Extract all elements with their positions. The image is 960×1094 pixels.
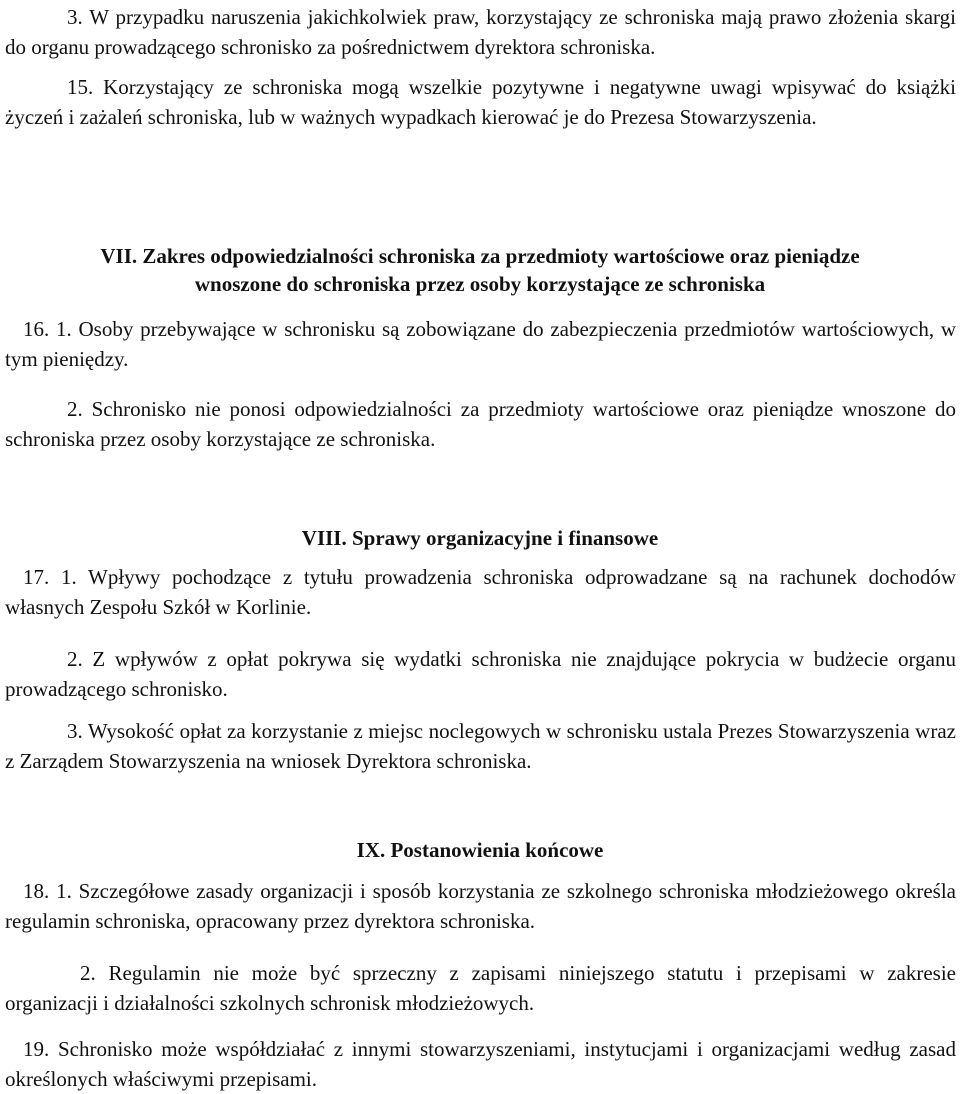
section-8-heading: VIII. Sprawy organizacyjne i finansowe [301, 526, 659, 550]
paragraph-18-2: 2. Regulamin nie może być sprzeczny z zapisami niniejszego statutu i przepisami w zakresie organizacji i działalności szkolnych schronisk młodzieżowych. [5, 961, 956, 1015]
paragraph-17-1: 17. 1. Wpływy pochodzące z tytułu prowadzenia schroniska odprowadzane są na rachunek dochodów własnych Zespołu Szkół w Korlinie. [5, 565, 956, 619]
paragraph-16-2: 2. Schronisko nie ponosi odpowiedzialności za przedmioty wartościowe oraz pieniądze wnoszone do schroniska przez osoby korzystające ze schroniska. [5, 397, 956, 451]
paragraph-3-continuation: 3. W przypadku naruszenia jakichkolwiek praw, korzystający ze schroniska mają prawo złożenia skargi do organu prowadzącego schronisko za pośrednictwem dyrektora schroniska. [5, 5, 956, 59]
paragraph-17-3: 3. Wysokość opłat za korzystanie z miejsc noclegowych w schronisku ustala Prezes Stowarzyszenia wraz z Zarządem Stowarzyszenia na wniosek Dyrektora schroniska. [5, 719, 956, 773]
section-7-heading-line-2: wnoszone do schroniska przez osoby korzystające ze schroniska [194, 272, 766, 296]
paragraph-19: 19. Schronisko może współdziałać z innymi stowarzyszeniami, instytucjami i organizacjami według zasad określonych właściwymi przepisami. [5, 1037, 956, 1091]
paragraph-17-2: 2. Z wpływów z opłat pokrywa się wydatki schroniska nie znajdujące pokrycia w budżecie organu prowadzącego schronisko. [5, 647, 956, 701]
section-7-heading-line-1: VII. Zakres odpowiedzialności schroniska za przedmioty wartościowe oraz pieniądze [100, 244, 860, 268]
section-9-heading: IX. Postanowienia końcowe [356, 838, 604, 862]
paragraph-18-1: 18. 1. Szczegółowe zasady organizacji i sposób korzystania ze szkolnego schroniska młodzieżowego określa regulamin schroniska, opracowany przez dyrektora schroniska. [5, 879, 956, 933]
paragraph-15: 15. Korzystający ze schroniska mogą wszelkie pozytywne i negatywne uwagi wpisywać do książki życzeń i zażaleń schroniska, lub w ważnych wypadkach kierować je do Prezesa Stowarzyszenia. [5, 75, 956, 129]
paragraph-16-1: 16. 1. Osoby przebywające w schronisku są zobowiązane do zabezpieczenia przedmiotów wartościowych, w tym pieniędzy. [5, 317, 956, 371]
